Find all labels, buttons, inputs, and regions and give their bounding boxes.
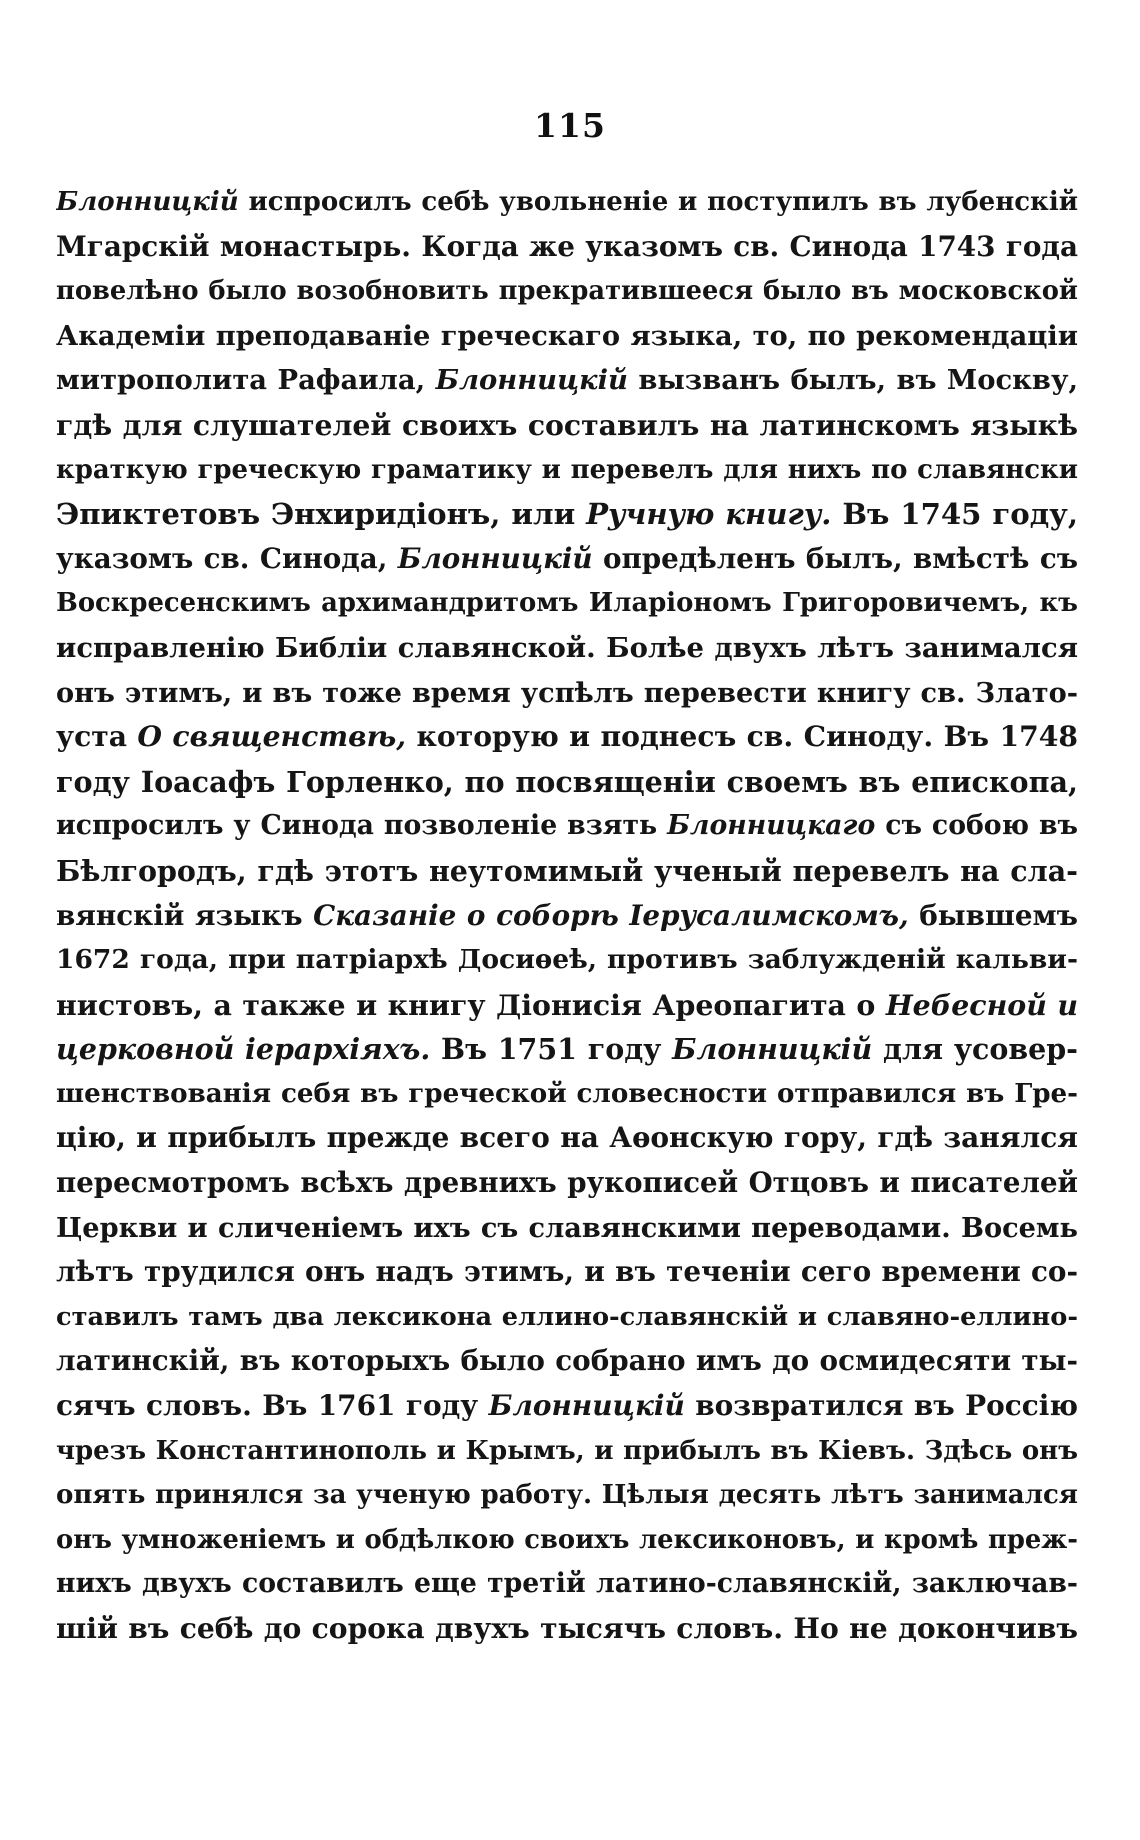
italic-span: Блонницкій	[435, 364, 628, 397]
text-line	[56, 1473, 1078, 1518]
text-span: онъ умноженіемъ и обдѣлкою своихъ лексиконовъ, и кромѣ преж-	[56, 1524, 1078, 1555]
text-line	[56, 804, 1078, 849]
text-line	[56, 225, 1078, 270]
text-span: Бѣлгородъ, гдѣ этотъ неутомимый ученый перевелъ на сла-	[56, 853, 1078, 888]
text-span: сячъ словъ. Въ 1761 году	[56, 1389, 489, 1423]
text-span: 1672 года, при патріархѣ Досиѳеѣ, противъ заблужденій кальви-	[56, 944, 1078, 976]
text-line	[56, 626, 1078, 671]
text-span: гдѣ для слушателей своихъ составилъ на латинскомъ языкѣ	[56, 407, 1078, 442]
page-number: 115	[534, 106, 606, 145]
text-line	[56, 1295, 1078, 1340]
text-span: шій въ себѣ до сорока двухъ тысячъ словъ. Но не докончивъ	[56, 1612, 1078, 1645]
text-span: шенствованія себя въ греческой словесности отправился въ Гре-	[56, 1077, 1078, 1109]
text-line	[56, 269, 1078, 314]
text-line	[56, 1562, 1078, 1607]
body-text	[56, 180, 1078, 1652]
text-line	[56, 1161, 1078, 1206]
text-span: бывшемъ	[908, 898, 1078, 932]
text-line	[56, 894, 1078, 939]
text-span: латинскій, въ которыхъ было собрано имъ до осмидесяти ты-	[56, 1344, 1078, 1378]
text-span: ставилъ тамъ два лексикона еллино-славянскій и славяно-еллино-	[56, 1301, 1078, 1332]
text-line	[56, 1206, 1078, 1251]
text-line	[56, 938, 1078, 983]
text-line	[56, 1072, 1078, 1117]
text-span: опять принялся за ученую работу. Цѣлыя десять лѣтъ занимался	[56, 1480, 1078, 1511]
text-span: чрезъ Константинополь и Крымъ, и прибылъ въ Кіевъ. Здѣсь онъ	[56, 1435, 1078, 1466]
text-line	[56, 1339, 1078, 1384]
text-span: Мгарскій монастырь. Когда же указомъ св. Синода 1743 года	[56, 229, 1078, 263]
text-span: году Іоасафъ Горленко, по посвященіи своемъ въ епископа,	[56, 764, 1078, 799]
text-line	[56, 537, 1078, 582]
text-line	[56, 1027, 1078, 1072]
text-line	[56, 1429, 1078, 1474]
text-span: вызванъ былъ, въ Москву,	[627, 364, 1078, 397]
text-line	[56, 1116, 1078, 1161]
italic-span: Блонницкій	[488, 1389, 685, 1423]
italic-span: Небесной и	[885, 987, 1078, 1022]
text-line	[56, 849, 1078, 894]
text-span: Въ 1745 году,	[831, 497, 1078, 532]
text-line	[56, 715, 1078, 760]
text-span: исправленію Библіи славянской. Болѣе двухъ лѣтъ занимался	[56, 631, 1078, 664]
text-line	[56, 180, 1078, 225]
italic-span: Блонницкій	[56, 187, 239, 217]
text-line	[56, 492, 1078, 537]
text-line	[56, 1607, 1078, 1652]
italic-span: Сказаніе о соборѣ Іерусалимскомъ,	[313, 898, 909, 932]
text-span: испросилъ себѣ увольненіе и поступилъ въ лубенскій	[238, 187, 1078, 217]
text-line	[56, 581, 1078, 626]
italic-span: церковной іерархіяхъ.	[56, 1032, 431, 1067]
text-span: возвратился въ Россію	[684, 1389, 1078, 1423]
text-line	[56, 1250, 1078, 1295]
text-span: лѣтъ трудился онъ надъ этимъ, и въ теченіи сего времени со-	[56, 1255, 1078, 1289]
text-span: которую и поднесъ св. Синоду. Въ 1748	[406, 720, 1078, 754]
text-line	[56, 671, 1078, 716]
italic-span: Ручную книгу.	[586, 497, 832, 532]
text-span: Академіи преподаваніе греческаго языка, то, по рекомендаціи	[56, 319, 1078, 352]
italic-span: Блонницкій	[397, 541, 593, 575]
text-line	[56, 1518, 1078, 1563]
text-span: указомъ св. Синода,	[56, 541, 398, 575]
text-span: опредѣленъ былъ, вмѣстѣ съ	[592, 541, 1078, 575]
text-span: испросилъ у Синода позволеніе взять	[56, 810, 668, 842]
text-span: нихъ двухъ составилъ еще третій латино-славянскій, заключав-	[56, 1568, 1078, 1600]
italic-span: Блонницкаго	[667, 810, 876, 842]
text-span: митрополита Рафаила,	[56, 364, 436, 397]
text-span: цію, и прибылъ прежде всего на Аѳонскую гору, гдѣ занялся	[56, 1121, 1078, 1155]
italic-span: О священствѣ,	[137, 720, 407, 754]
text-span: уста	[56, 720, 138, 754]
text-span: Церкви и сличеніемъ ихъ съ славянскими переводами. Восемь	[56, 1211, 1078, 1244]
text-span: нистовъ, а также и книгу Діонисія Ареопагита о	[56, 987, 886, 1022]
text-line	[56, 983, 1078, 1028]
text-span: краткую греческую граматику и перевелъ для нихъ по славянски	[56, 454, 1078, 485]
text-span: повелѣно было возобновить прекратившееся было въ московской	[56, 276, 1078, 307]
italic-span: Блонницкій	[672, 1032, 873, 1067]
text-line	[56, 314, 1078, 359]
text-line	[56, 1384, 1078, 1429]
text-span: вянскій языкъ	[56, 898, 314, 932]
text-line	[56, 760, 1078, 805]
text-span: Въ 1751 году	[430, 1032, 673, 1067]
text-span: съ собою въ	[875, 810, 1078, 842]
text-span: для усовер-	[872, 1032, 1078, 1067]
text-span: пересмотромъ всѣхъ древнихъ рукописей Отцовъ и писателей	[56, 1166, 1078, 1200]
text-line	[56, 403, 1078, 448]
text-line	[56, 358, 1078, 403]
text-span: онъ этимъ, и въ тоже время успѣлъ перевести книгу св. Злато-	[56, 676, 1078, 709]
text-line	[56, 448, 1078, 493]
text-span: Воскресенскимъ архимандритомъ Иларіономъ Григоровичемъ, къ	[56, 588, 1078, 619]
text-span: Эпиктетовъ Энхиридіонъ, или	[56, 497, 587, 532]
